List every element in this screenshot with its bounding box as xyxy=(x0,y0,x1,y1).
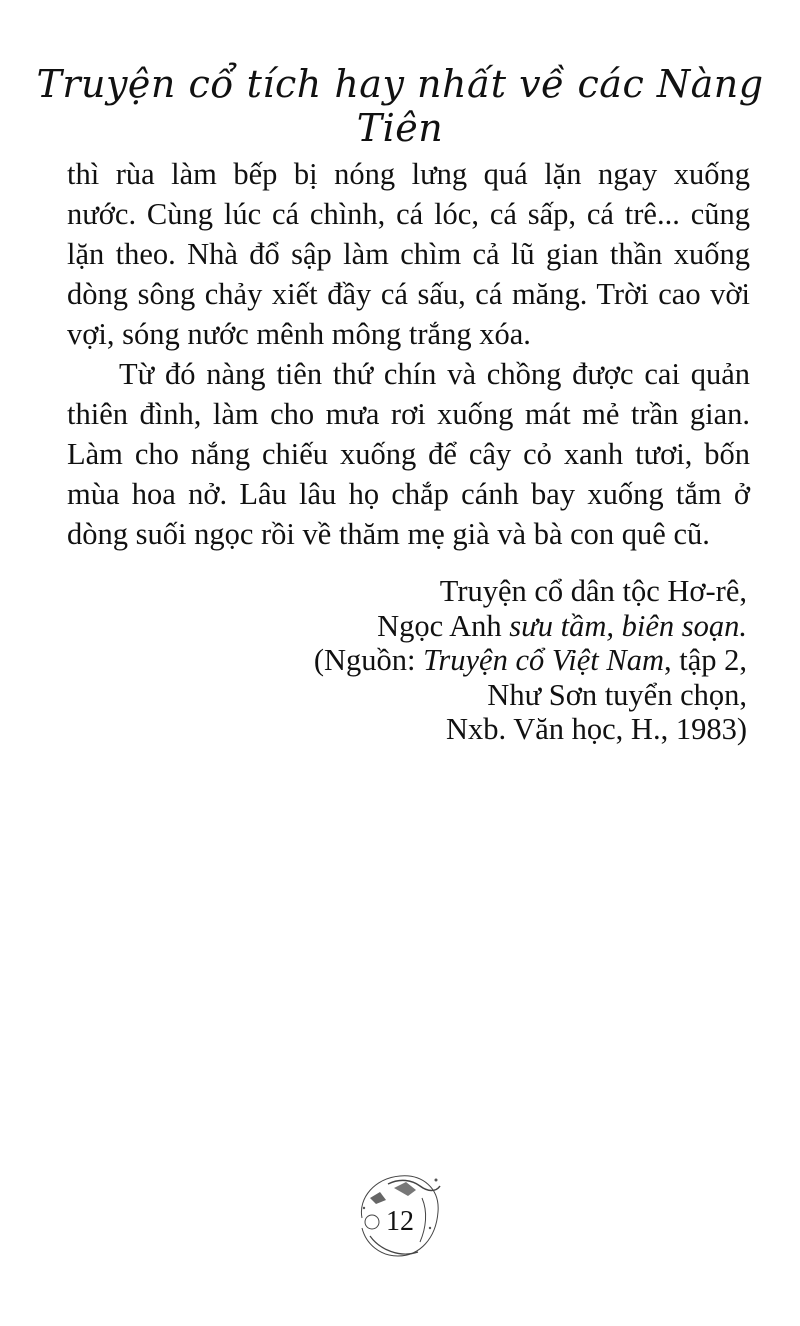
text-line: nước. Cùng lúc cá chình, cá lóc, cá sấp, cá trê... cũng xyxy=(67,197,750,231)
credit-source-prefix: (Nguồn: xyxy=(313,643,424,677)
text-line: mùa hoa nở. Lâu lâu họ chắp cánh bay xuống tắm ở xyxy=(67,477,750,511)
credit-line-4: Như Sơn tuyển chọn, xyxy=(487,677,747,712)
text-line: thiên đình, làm cho mưa rơi xuống mát mẻ trần gian. xyxy=(67,397,750,431)
text-line: vợi, sóng nước mênh mông trắng xóa. xyxy=(67,317,531,351)
running-header-title: Truyện cổ tích hay nhất về các Nàng Tiên xyxy=(36,62,764,150)
story-body xyxy=(67,154,750,554)
page-number: 12 xyxy=(386,1206,414,1237)
credit-source-title: Truyện cổ Việt Nam xyxy=(423,643,664,677)
credit-line-2 xyxy=(314,609,747,644)
text-line: Làm cho nắng chiếu xuống để cây cỏ xanh tươi, bốn xyxy=(67,437,750,471)
credit-author: Ngọc Anh xyxy=(377,608,510,643)
text-line: lặn theo. Nhà đổ sập làm chìm cả lũ gian thần xuống xyxy=(67,237,750,271)
credit-line-1: Truyện cổ dân tộc Hơ-rê, xyxy=(439,574,747,608)
text-line: dòng suối ngọc rồi về thăm mẹ già và bà con quê cũ. xyxy=(67,517,710,551)
source-credits xyxy=(314,574,747,747)
text-line: Từ đó nàng tiên thứ chín và chồng được cai quản xyxy=(119,357,750,391)
paragraph-1 xyxy=(67,154,750,354)
page-number-ornament xyxy=(350,1168,450,1264)
text-line: thì rùa làm bếp bị nóng lưng quá lặn ngay xuống xyxy=(67,157,750,191)
credit-line-5: Nxb. Văn học, H., 1983) xyxy=(445,712,747,746)
text-line: dòng sông chảy xiết đầy cá sấu, cá măng. Trời cao vời xyxy=(67,277,750,311)
paragraph-2 xyxy=(67,354,750,554)
credit-role: sưu tầm, biên soạn. xyxy=(509,608,747,643)
credit-line-3 xyxy=(314,643,747,678)
credit-source-volume: , tập 2, xyxy=(663,643,747,677)
